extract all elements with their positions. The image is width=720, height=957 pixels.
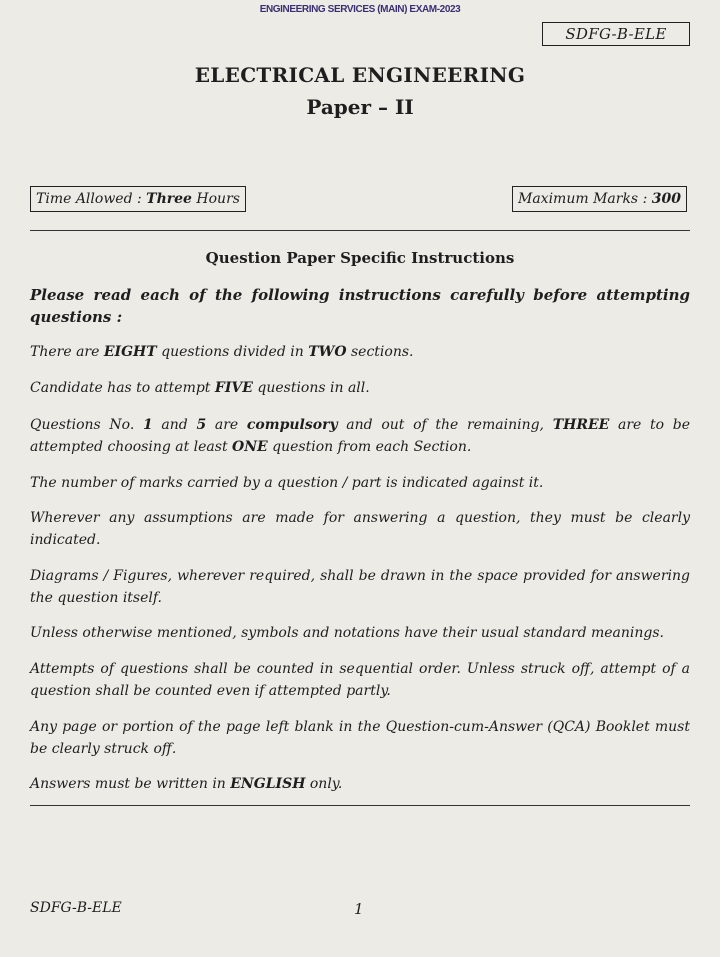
instruction-emphasis: 5 (196, 417, 207, 433)
time-unit: Hours (191, 191, 240, 207)
instruction-text: Questions No. (30, 417, 143, 433)
instruction-emphasis: TWO (308, 344, 347, 360)
bottom-divider (30, 805, 690, 806)
page-number: 1 (354, 900, 364, 918)
top-divider (30, 230, 690, 231)
instruction-text: Answers must be written in (30, 776, 231, 792)
paper-code-box: SDFG-B-ELE (542, 22, 690, 46)
instruction-text: are to be attempted choosing at least (30, 417, 691, 455)
instruction-text: questions divided in (156, 344, 309, 360)
paper-title: ELECTRICAL ENGINEERING (194, 63, 526, 87)
instruction-emphasis: THREE (552, 417, 610, 433)
instruction-text: only. (305, 776, 343, 792)
instruction-emphasis: 1 (142, 417, 153, 433)
instruction-text: Diagrams / Figures, wherever required, shall be drawn in the space provided for answering the question itself. (30, 568, 690, 606)
instruction-text: and (152, 417, 197, 433)
instruction-text: question from each Section. (267, 439, 472, 455)
instruction-text: Candidate has to attempt (30, 380, 215, 396)
instruction-item (30, 773, 690, 795)
instruction-item (30, 622, 690, 644)
time-allowed-box (30, 186, 246, 212)
instruction-item (30, 414, 690, 458)
paper-subtitle: Paper – II (306, 95, 414, 119)
instruction-emphasis: EIGHT (103, 344, 157, 360)
instruction-text: sections. (346, 344, 414, 360)
instruction-item (30, 472, 690, 494)
instruction-text: Unless otherwise mentioned, symbols and notations have their usual standard meanings. (30, 625, 664, 641)
instruction-text: questions in all. (252, 380, 370, 396)
instruction-text: Any page or portion of the page left blank in the Question-cum-Answer (QCA) Booklet must be clearly struck off. (30, 719, 690, 757)
instruction-text: Wherever any assumptions are made for answering a question, they must be clearly indicated. (30, 510, 690, 548)
instructions-heading: Question Paper Specific Instructions (205, 249, 515, 267)
marks-value: 300 (651, 191, 681, 207)
maximum-marks-box (512, 186, 687, 212)
instruction-item (30, 377, 690, 399)
marks-label: Maximum Marks : (518, 191, 652, 207)
footer-paper-code: SDFG-B-ELE (30, 900, 122, 916)
instructions-lead: Please read each of the following instructions carefully before attempting questions : (30, 286, 690, 326)
instruction-text: Attempts of questions shall be counted in sequential order. Unless struck off, attempt of a question shall be counted even if attempted partly. (30, 661, 690, 699)
time-value: Three (146, 191, 192, 207)
instruction-item (30, 341, 690, 363)
instruction-emphasis: ONE (232, 439, 268, 455)
exam-stamp: ENGINEERING SERVICES (MAIN) EXAM-2023 (259, 4, 461, 15)
instruction-item (30, 716, 690, 760)
instruction-item (30, 565, 690, 609)
instruction-emphasis: compulsory (246, 417, 338, 433)
instruction-text: are (206, 417, 247, 433)
instruction-item (30, 507, 690, 551)
instruction-text: and out of the remaining, (337, 417, 553, 433)
instruction-item (30, 658, 690, 702)
time-label: Time Allowed : (36, 191, 147, 207)
instruction-text: The number of marks carried by a question / part is indicated against it. (30, 475, 544, 491)
instruction-text: There are (30, 344, 104, 360)
instruction-emphasis: ENGLISH (230, 776, 306, 792)
instruction-emphasis: FIVE (214, 380, 253, 396)
